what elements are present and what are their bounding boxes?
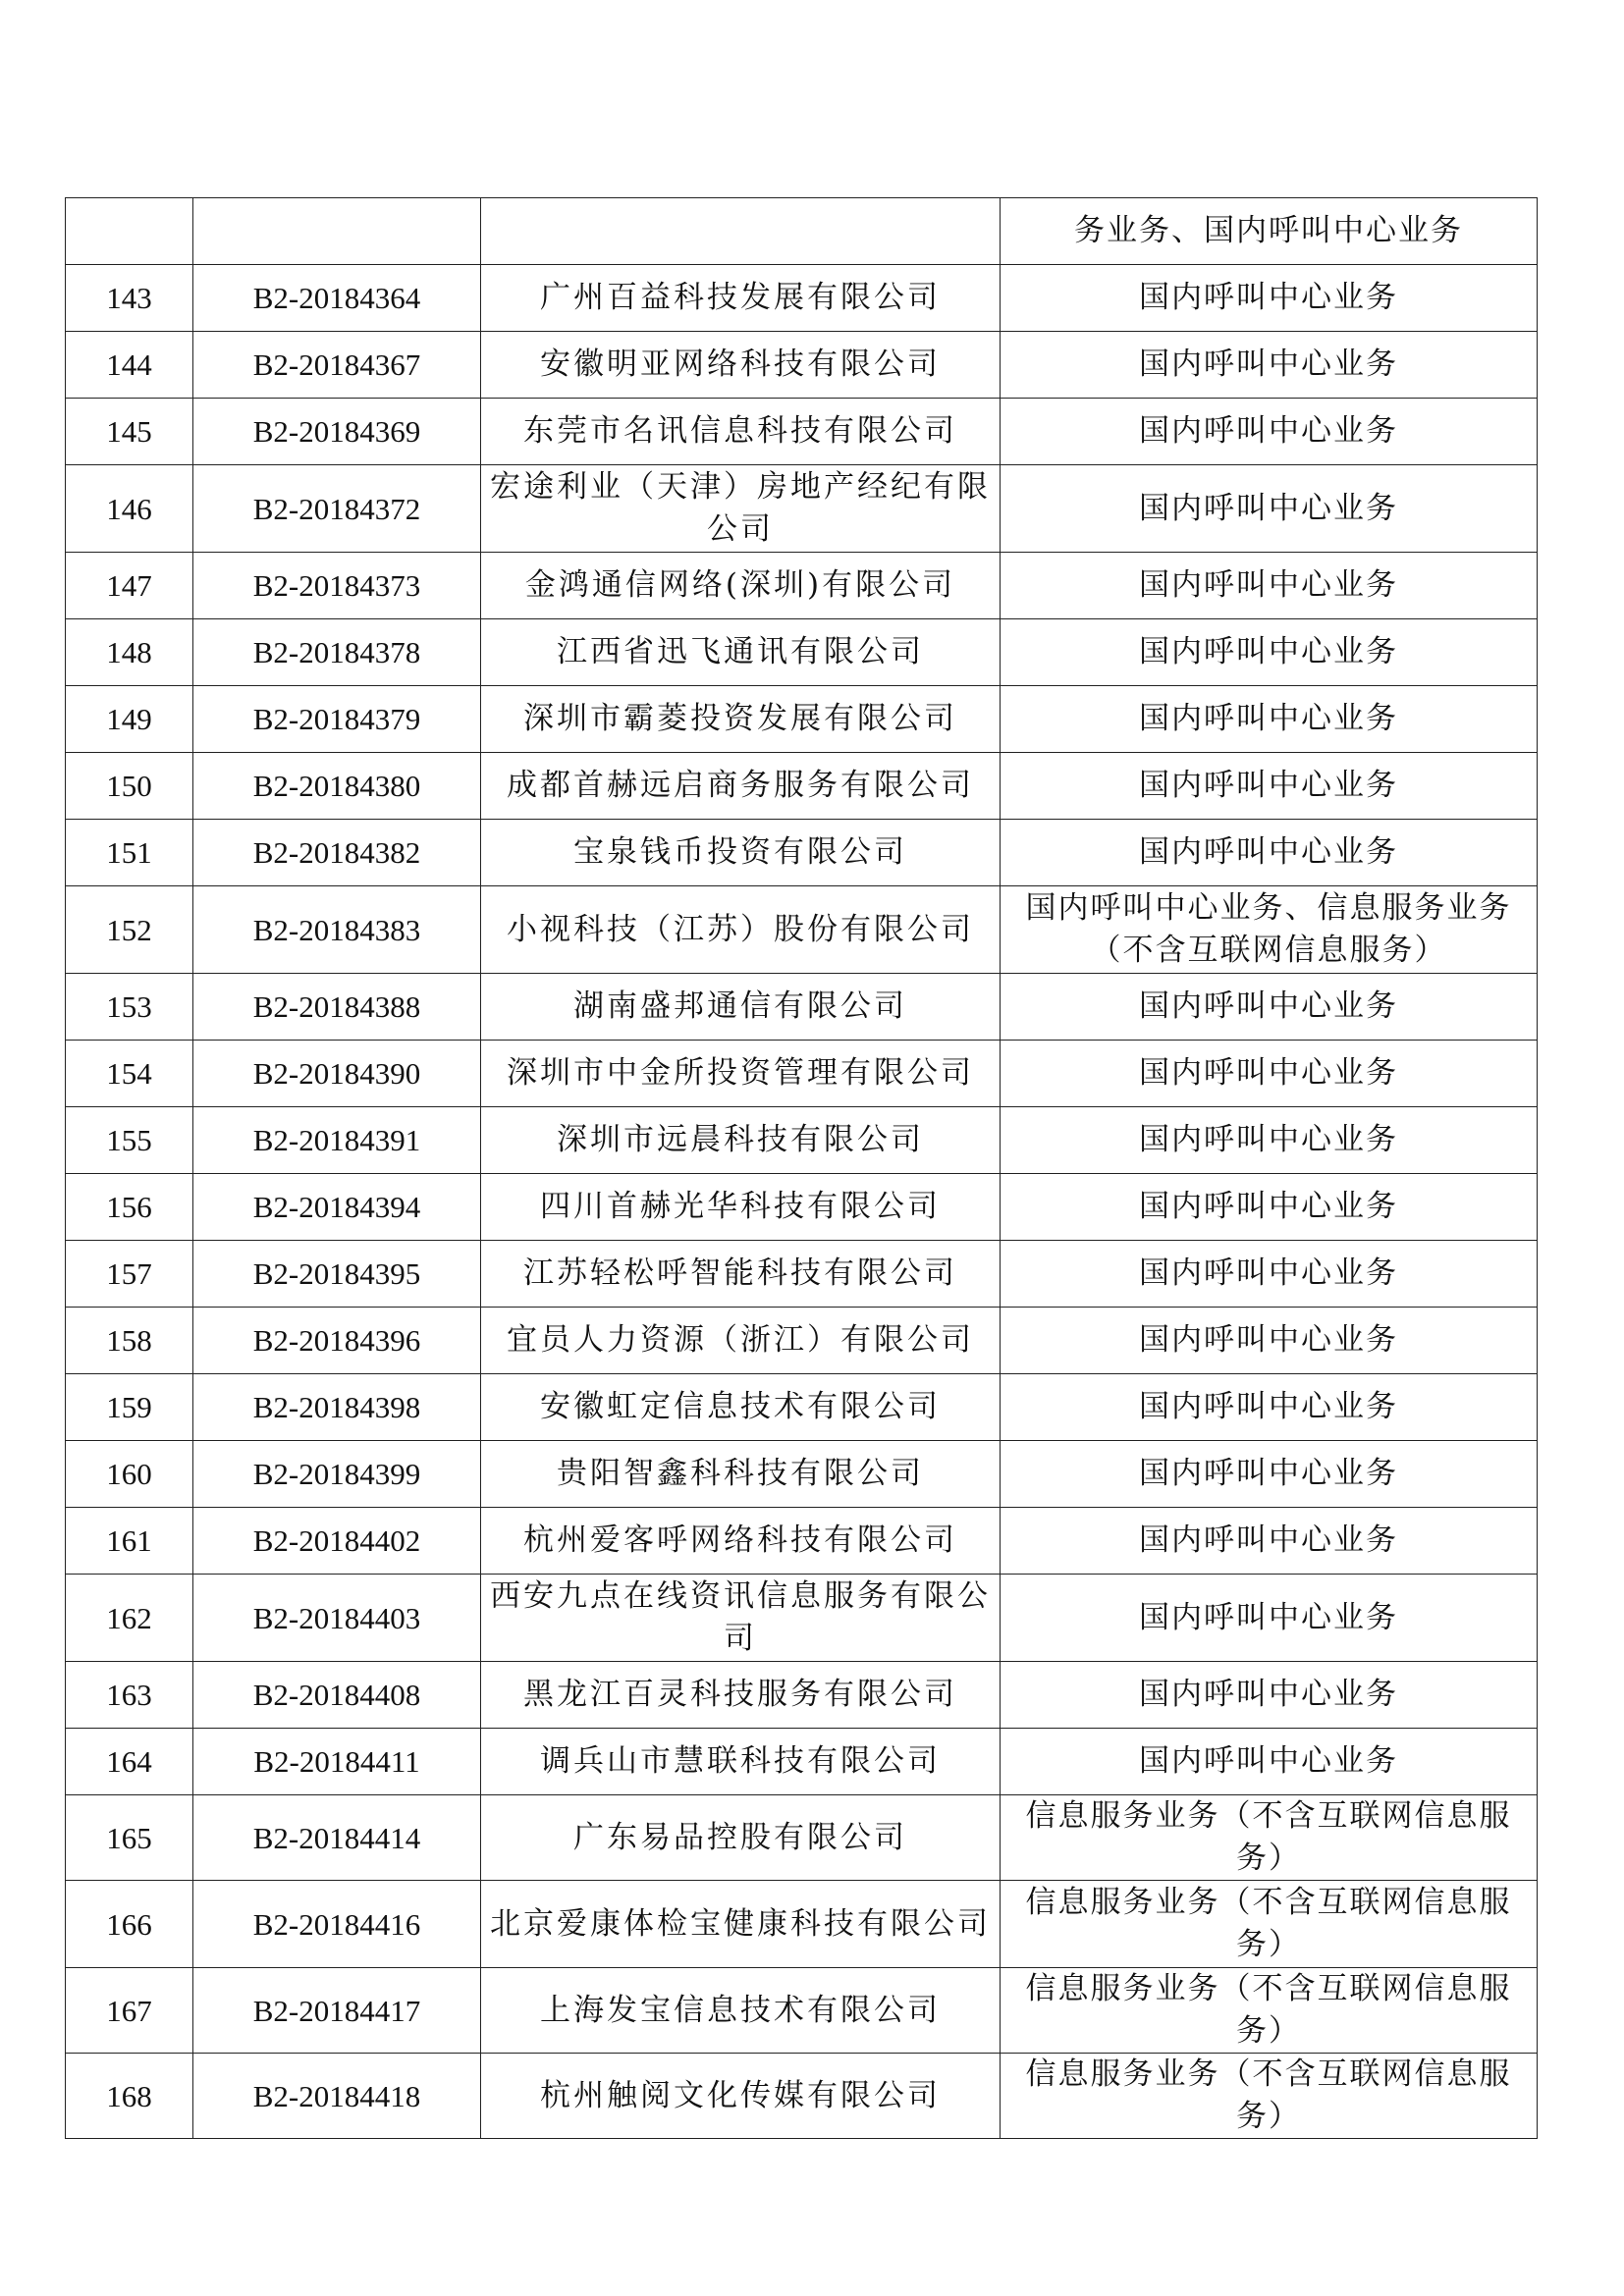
row-number: 143 [66, 265, 193, 332]
table-row [66, 1241, 1538, 1308]
service-scope: 国内呼叫中心业务 [1001, 399, 1538, 465]
service-scope: 信息服务业务（不含互联网信息服务） [1001, 1881, 1538, 1968]
table-row [66, 619, 1538, 686]
license-code: B2-20184369 [193, 399, 481, 465]
company-name: 深圳市霸菱投资发展有限公司 [481, 686, 1001, 753]
company-name: 宝泉钱币投资有限公司 [481, 820, 1001, 886]
table-row [66, 1107, 1538, 1174]
license-code: B2-20184395 [193, 1241, 481, 1308]
table-row [66, 1968, 1538, 2054]
license-code: B2-20184382 [193, 820, 481, 886]
service-scope: 国内呼叫中心业务 [1001, 974, 1538, 1041]
service-scope: 国内呼叫中心业务 [1001, 753, 1538, 820]
table-row [66, 1662, 1538, 1729]
row-number: 153 [66, 974, 193, 1041]
row-number: 146 [66, 465, 193, 553]
row-number: 151 [66, 820, 193, 886]
service-scope: 信息服务业务（不含互联网信息服务） [1001, 2054, 1538, 2139]
row-number: 164 [66, 1729, 193, 1795]
service-scope: 国内呼叫中心业务 [1001, 1041, 1538, 1107]
table-row [66, 1441, 1538, 1508]
table-row [66, 1308, 1538, 1374]
row-number [66, 198, 193, 265]
license-code: B2-20184398 [193, 1374, 481, 1441]
service-scope: 国内呼叫中心业务 [1001, 1575, 1538, 1662]
row-number: 156 [66, 1174, 193, 1241]
row-number: 145 [66, 399, 193, 465]
company-name: 宜员人力资源（浙江）有限公司 [481, 1308, 1001, 1374]
license-code: B2-20184390 [193, 1041, 481, 1107]
row-number: 161 [66, 1508, 193, 1575]
service-scope: 国内呼叫中心业务 [1001, 332, 1538, 399]
service-scope: 信息服务业务（不含互联网信息服务） [1001, 1795, 1538, 1881]
row-number: 158 [66, 1308, 193, 1374]
license-code: B2-20184399 [193, 1441, 481, 1508]
table-row [66, 2054, 1538, 2139]
license-code: B2-20184416 [193, 1881, 481, 1968]
table-row [66, 1795, 1538, 1881]
company-name [481, 198, 1001, 265]
service-scope: 国内呼叫中心业务 [1001, 1662, 1538, 1729]
row-number: 152 [66, 886, 193, 974]
license-code: B2-20184380 [193, 753, 481, 820]
company-name: 安徽明亚网络科技有限公司 [481, 332, 1001, 399]
license-code: B2-20184364 [193, 265, 481, 332]
service-scope: 务业务、国内呼叫中心业务 [1001, 198, 1538, 265]
row-number: 147 [66, 553, 193, 619]
license-code: B2-20184379 [193, 686, 481, 753]
table-row [66, 332, 1538, 399]
table-row-continued [66, 198, 1538, 265]
company-name: 深圳市中金所投资管理有限公司 [481, 1041, 1001, 1107]
company-name: 北京爱康体检宝健康科技有限公司 [481, 1881, 1001, 1968]
row-number: 166 [66, 1881, 193, 1968]
license-code: B2-20184411 [193, 1729, 481, 1795]
table-row [66, 1575, 1538, 1662]
company-name: 杭州爱客呼网络科技有限公司 [481, 1508, 1001, 1575]
company-name: 调兵山市慧联科技有限公司 [481, 1729, 1001, 1795]
row-number: 157 [66, 1241, 193, 1308]
service-scope: 国内呼叫中心业务 [1001, 1374, 1538, 1441]
license-code: B2-20184372 [193, 465, 481, 553]
company-name: 安徽虹定信息技术有限公司 [481, 1374, 1001, 1441]
service-scope: 国内呼叫中心业务 [1001, 1508, 1538, 1575]
table-row [66, 1508, 1538, 1575]
license-code [193, 198, 481, 265]
license-code: B2-20184403 [193, 1575, 481, 1662]
service-scope: 国内呼叫中心业务 [1001, 686, 1538, 753]
table-row [66, 465, 1538, 553]
company-name: 湖南盛邦通信有限公司 [481, 974, 1001, 1041]
service-scope: 国内呼叫中心业务 [1001, 1174, 1538, 1241]
service-scope: 国内呼叫中心业务 [1001, 820, 1538, 886]
row-number: 144 [66, 332, 193, 399]
service-scope: 国内呼叫中心业务 [1001, 553, 1538, 619]
company-name: 杭州触阅文化传媒有限公司 [481, 2054, 1001, 2139]
company-name: 广州百益科技发展有限公司 [481, 265, 1001, 332]
license-code: B2-20184388 [193, 974, 481, 1041]
row-number: 155 [66, 1107, 193, 1174]
table-row [66, 974, 1538, 1041]
row-number: 167 [66, 1968, 193, 2054]
license-code: B2-20184378 [193, 619, 481, 686]
row-number: 165 [66, 1795, 193, 1881]
row-number: 160 [66, 1441, 193, 1508]
row-number: 154 [66, 1041, 193, 1107]
license-code: B2-20184418 [193, 2054, 481, 2139]
service-scope: 国内呼叫中心业务 [1001, 1308, 1538, 1374]
company-name: 深圳市远晨科技有限公司 [481, 1107, 1001, 1174]
table-row [66, 1881, 1538, 1968]
table-row [66, 886, 1538, 974]
license-code: B2-20184394 [193, 1174, 481, 1241]
company-name: 东莞市名讯信息科技有限公司 [481, 399, 1001, 465]
company-name: 宏途利业（天津）房地产经纪有限公司 [481, 465, 1001, 553]
company-name: 小视科技（江苏）股份有限公司 [481, 886, 1001, 974]
company-name: 金鸿通信网络(深圳)有限公司 [481, 553, 1001, 619]
table-row [66, 1041, 1538, 1107]
service-scope: 国内呼叫中心业务 [1001, 1107, 1538, 1174]
table-row [66, 399, 1538, 465]
service-scope: 国内呼叫中心业务 [1001, 265, 1538, 332]
company-name: 广东易品控股有限公司 [481, 1795, 1001, 1881]
table-row [66, 1174, 1538, 1241]
service-scope: 国内呼叫中心业务 [1001, 1441, 1538, 1508]
company-name: 江西省迅飞通讯有限公司 [481, 619, 1001, 686]
service-scope: 国内呼叫中心业务 [1001, 1241, 1538, 1308]
license-code: B2-20184383 [193, 886, 481, 974]
row-number: 148 [66, 619, 193, 686]
license-code: B2-20184391 [193, 1107, 481, 1174]
company-name: 四川首赫光华科技有限公司 [481, 1174, 1001, 1241]
license-code: B2-20184396 [193, 1308, 481, 1374]
table-row [66, 1374, 1538, 1441]
company-name: 成都首赫远启商务服务有限公司 [481, 753, 1001, 820]
table-row [66, 820, 1538, 886]
row-number: 150 [66, 753, 193, 820]
company-name: 黑龙江百灵科技服务有限公司 [481, 1662, 1001, 1729]
license-code: B2-20184367 [193, 332, 481, 399]
license-code: B2-20184414 [193, 1795, 481, 1881]
row-number: 162 [66, 1575, 193, 1662]
table-row [66, 686, 1538, 753]
table-row [66, 1729, 1538, 1795]
table-row [66, 553, 1538, 619]
company-name: 西安九点在线资讯信息服务有限公司 [481, 1575, 1001, 1662]
row-number: 159 [66, 1374, 193, 1441]
service-scope: 国内呼叫中心业务、信息服务业务（不含互联网信息服务） [1001, 886, 1538, 974]
service-scope: 信息服务业务（不含互联网信息服务） [1001, 1968, 1538, 2054]
row-number: 163 [66, 1662, 193, 1729]
service-scope: 国内呼叫中心业务 [1001, 619, 1538, 686]
company-name: 上海发宝信息技术有限公司 [481, 1968, 1001, 2054]
table-row [66, 265, 1538, 332]
license-code: B2-20184402 [193, 1508, 481, 1575]
table-row [66, 753, 1538, 820]
row-number: 168 [66, 2054, 193, 2139]
license-code: B2-20184408 [193, 1662, 481, 1729]
service-scope: 国内呼叫中心业务 [1001, 465, 1538, 553]
service-scope: 国内呼叫中心业务 [1001, 1729, 1538, 1795]
company-name: 江苏轻松呼智能科技有限公司 [481, 1241, 1001, 1308]
row-number: 149 [66, 686, 193, 753]
license-code: B2-20184373 [193, 553, 481, 619]
company-name: 贵阳智鑫科科技有限公司 [481, 1441, 1001, 1508]
license-code: B2-20184417 [193, 1968, 481, 2054]
license-table [65, 197, 1538, 2139]
